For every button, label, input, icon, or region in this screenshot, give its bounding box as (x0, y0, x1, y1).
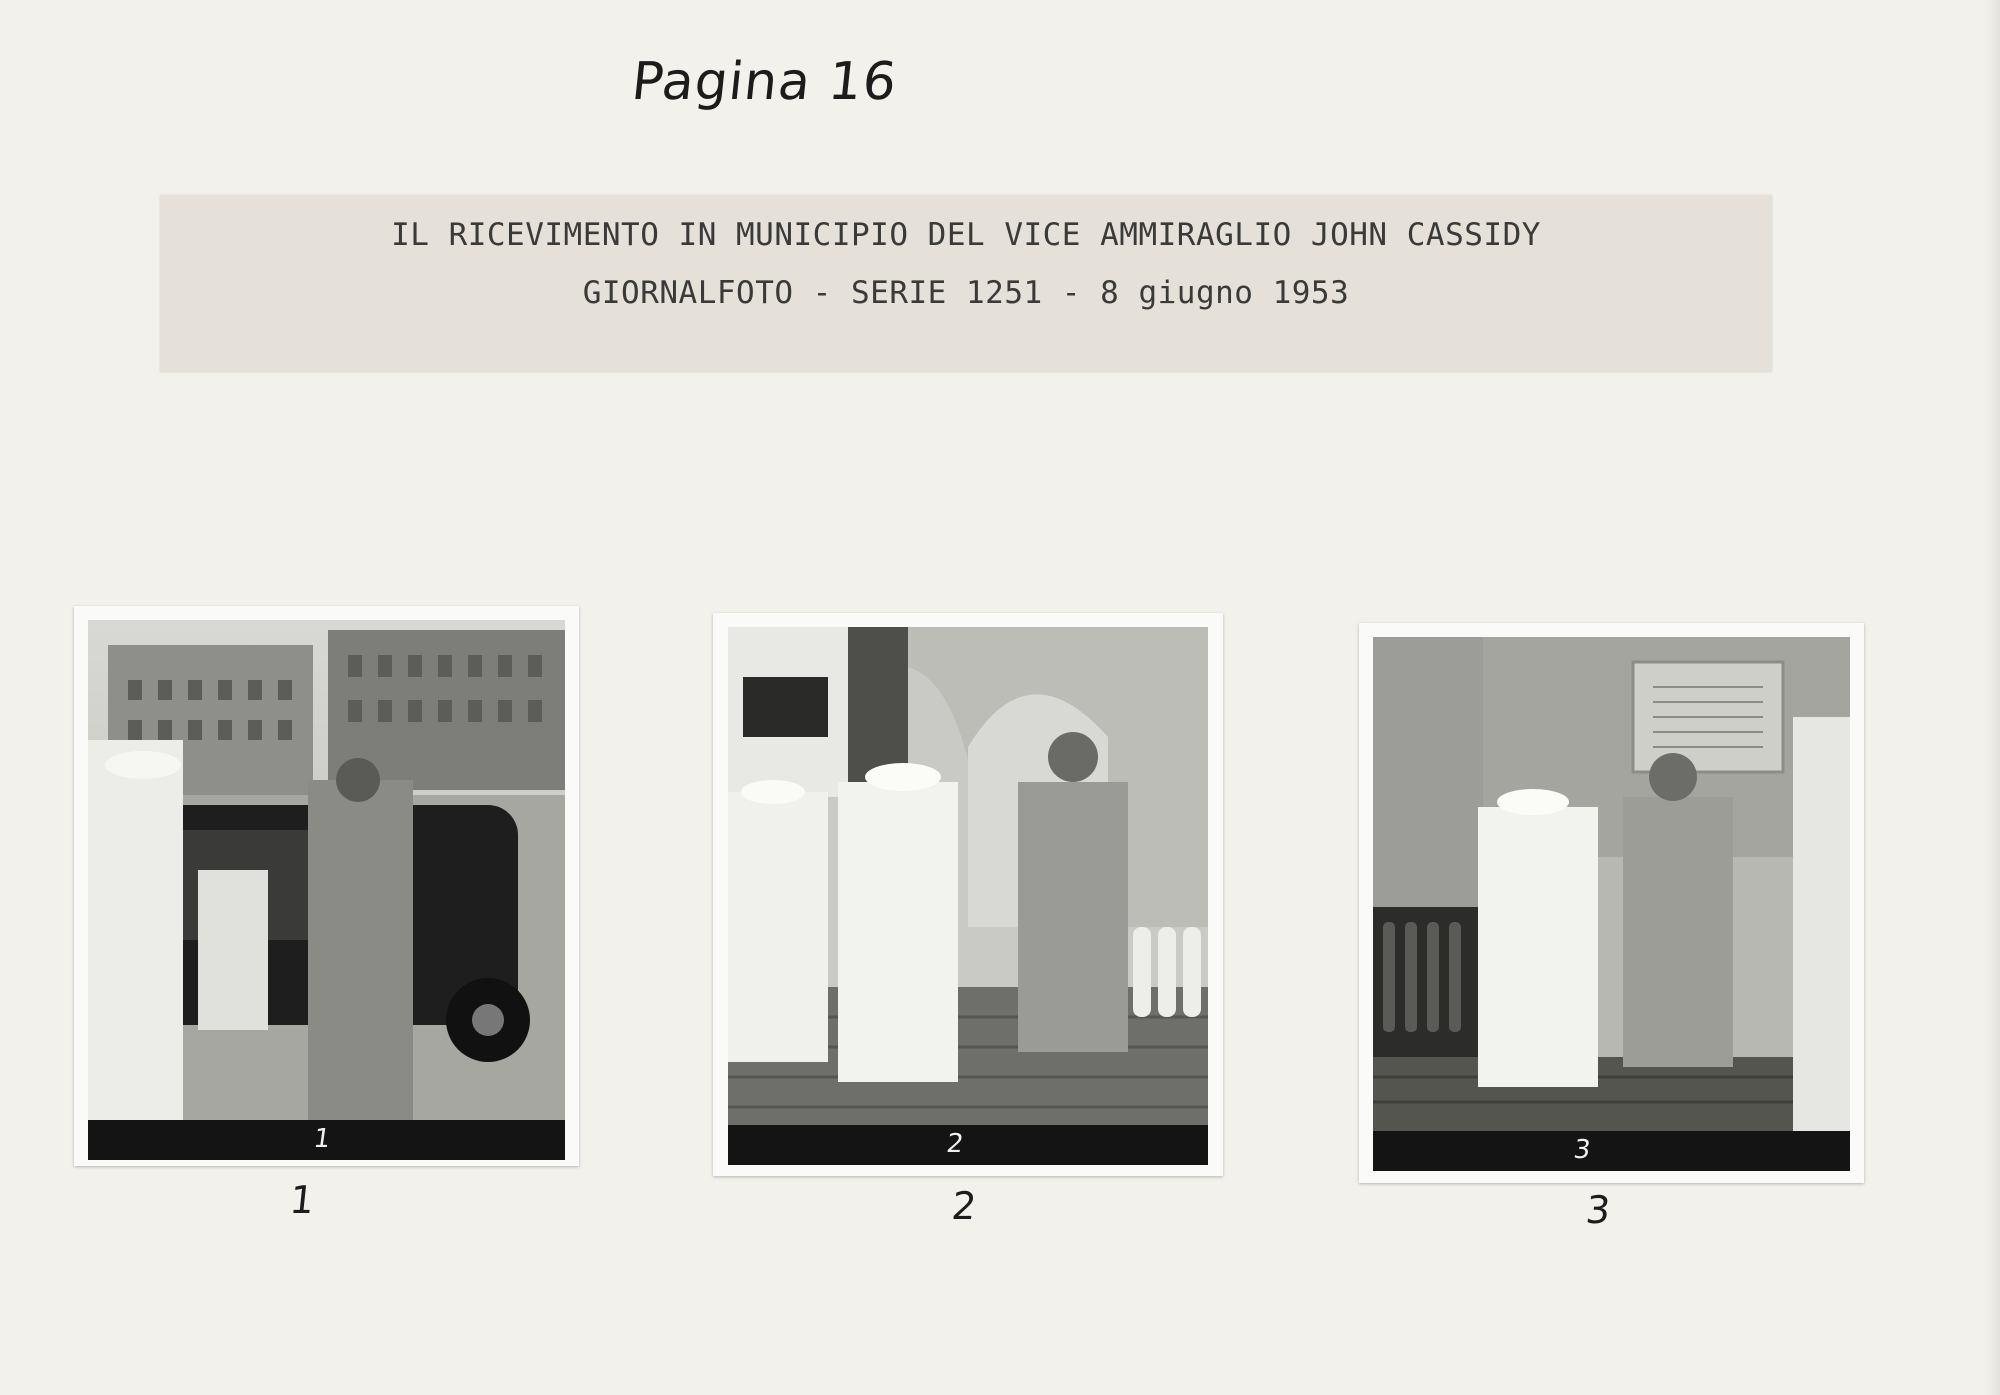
photo-1-frame-number: 1 (311, 1124, 333, 1154)
photo-print-1[interactable] (74, 606, 579, 1166)
page-number-label: Pagina 16 (628, 52, 901, 112)
photo-3-handwritten-number: 3 (1583, 1188, 1613, 1232)
photo-2-frame-number: 2 (944, 1129, 966, 1159)
caption-series: GIORNALFOTO - SERIE 1251 - 8 giugno 1953 (582, 275, 1350, 311)
photo-1-scene (88, 620, 565, 1120)
album-page-edge (1986, 0, 2000, 1395)
photo-3-image (1373, 637, 1850, 1131)
photo-2-image (728, 627, 1208, 1125)
photo-print-3[interactable] (1359, 623, 1864, 1183)
photo-1-film-border (88, 1120, 565, 1160)
photo-1-image (88, 620, 565, 1120)
photo-3-film-border (1373, 1131, 1850, 1171)
photo-2-film-border (728, 1125, 1208, 1165)
photo-2-handwritten-number: 2 (949, 1184, 979, 1228)
caption-title: IL RICEVIMENTO IN MUNICIPIO DEL VICE AMMIRAGLIO JOHN CASSIDY (391, 217, 1541, 253)
photo-2-scene (728, 627, 1208, 1125)
caption-strip (160, 195, 1772, 372)
photo-1-handwritten-number: 1 (287, 1178, 317, 1222)
photo-3-scene (1373, 637, 1850, 1131)
photo-print-2[interactable] (713, 613, 1223, 1176)
photo-3-frame-number: 3 (1571, 1135, 1593, 1165)
